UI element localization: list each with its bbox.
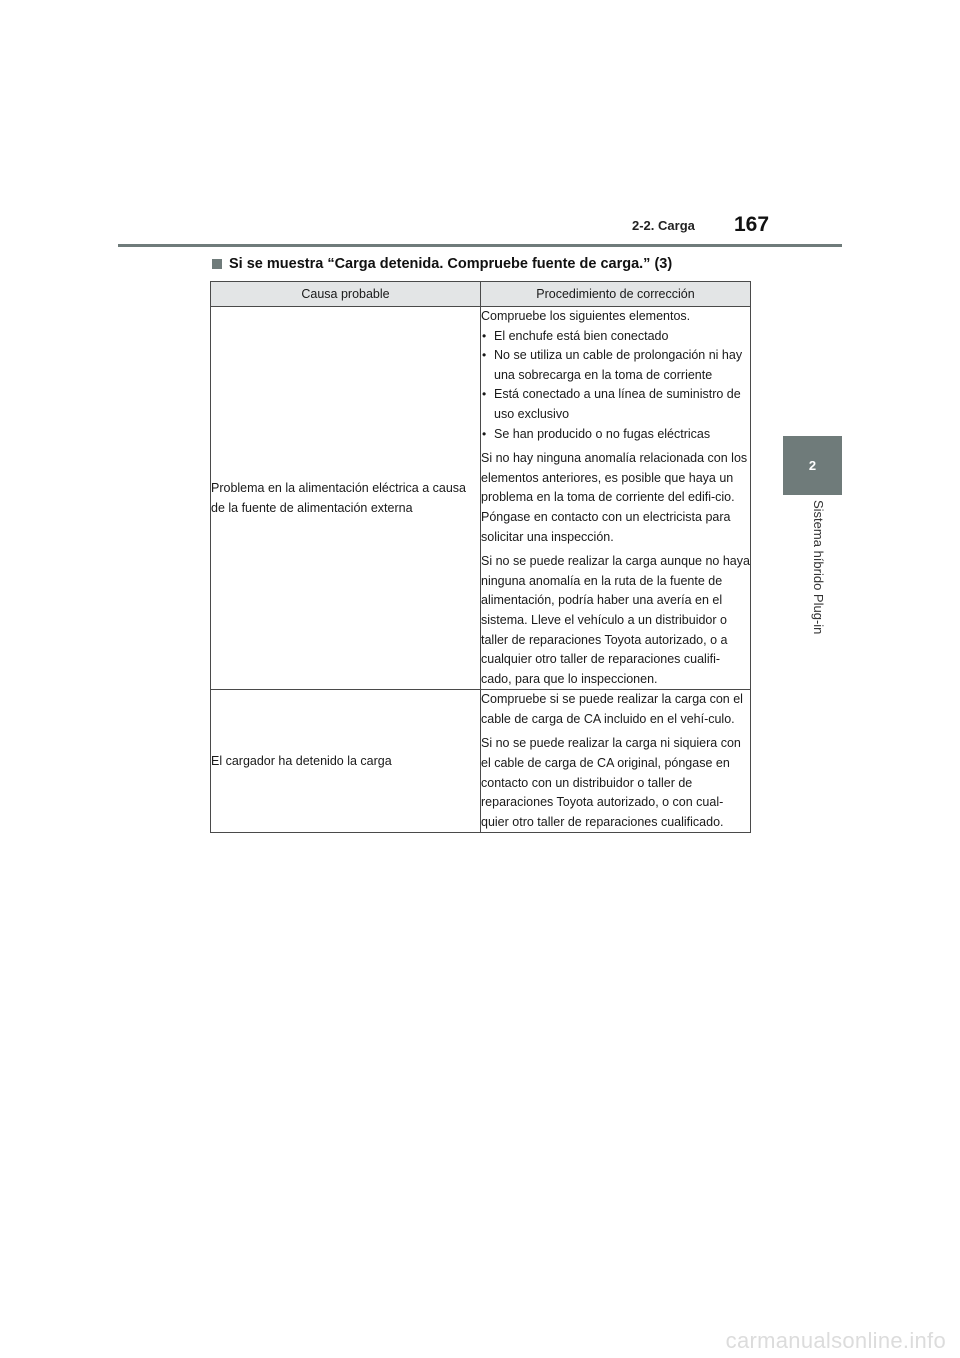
list-item: • No se utiliza un cable de prolongación ni hay una sobrecarga en la toma de corriente	[481, 346, 750, 385]
section-heading-text: Si se muestra “Carga detenida. Compruebe fuente de carga.” (3)	[229, 256, 673, 272]
check-list	[481, 327, 750, 445]
list-item: • Se han producido o no fugas eléctricas	[481, 425, 750, 445]
chapter-number: 2	[808, 458, 817, 473]
chapter-tab	[783, 436, 842, 495]
section-heading	[212, 256, 672, 272]
list-item: • Está conectado a una línea de suministro de uso exclusivo	[481, 385, 750, 424]
header-section-title: 2-2. Carga	[632, 218, 695, 233]
procedure-cell	[481, 690, 751, 833]
column-header-procedure: Procedimiento de corrección	[481, 282, 751, 307]
table-row	[211, 690, 751, 833]
cause-cell: Problema en la alimentación eléctrica a causa de la fuente de alimentación externa	[211, 307, 481, 690]
procedure-cell	[481, 307, 751, 690]
table-row	[211, 307, 751, 690]
page-number: 167	[734, 213, 770, 236]
column-header-cause: Causa probable	[211, 282, 481, 307]
table-header-row	[211, 282, 751, 307]
cause-cell: El cargador ha detenido la carga	[211, 690, 481, 833]
troubleshooting-table	[210, 281, 751, 833]
site-watermark: carmanualsonline.info	[725, 1328, 946, 1353]
procedure-paragraph: Si no se puede realizar la carga ni siquiera con el cable de carga de CA original, póngase en contacto con un distribuidor o taller de reparaciones Toyota autorizado, o con cual-quier otro taller de reparaciones cualificado.	[481, 736, 741, 829]
procedure-paragraph: Si no se puede realizar la carga aunque no haya ninguna anomalía en la ruta de la fuente de alimentación, podría haber una avería en el sistema. Lleve el vehículo a un distribuidor o taller de reparaciones Toyota autorizado, o a cualquier otro taller de reparaciones cualifi-cado, para que lo inspeccionen.	[481, 554, 750, 686]
square-bullet-icon	[212, 259, 222, 269]
chapter-label: Sistema híbrido Plug-in	[811, 500, 826, 635]
header-divider	[118, 244, 842, 247]
procedure-paragraph: Si no hay ninguna anomalía relacionada con los elementos anteriores, es posible que haya un problema en la toma de corriente del edifi-cio. Póngase en contacto con un electricista para solicitar una inspección.	[481, 451, 748, 544]
procedure-intro: Compruebe los siguientes elementos.	[481, 309, 691, 323]
list-item: • El enchufe está bien conectado	[481, 327, 750, 347]
procedure-paragraph: Compruebe si se puede realizar la carga con el cable de carga de CA incluido en el vehí-culo.	[481, 692, 743, 726]
